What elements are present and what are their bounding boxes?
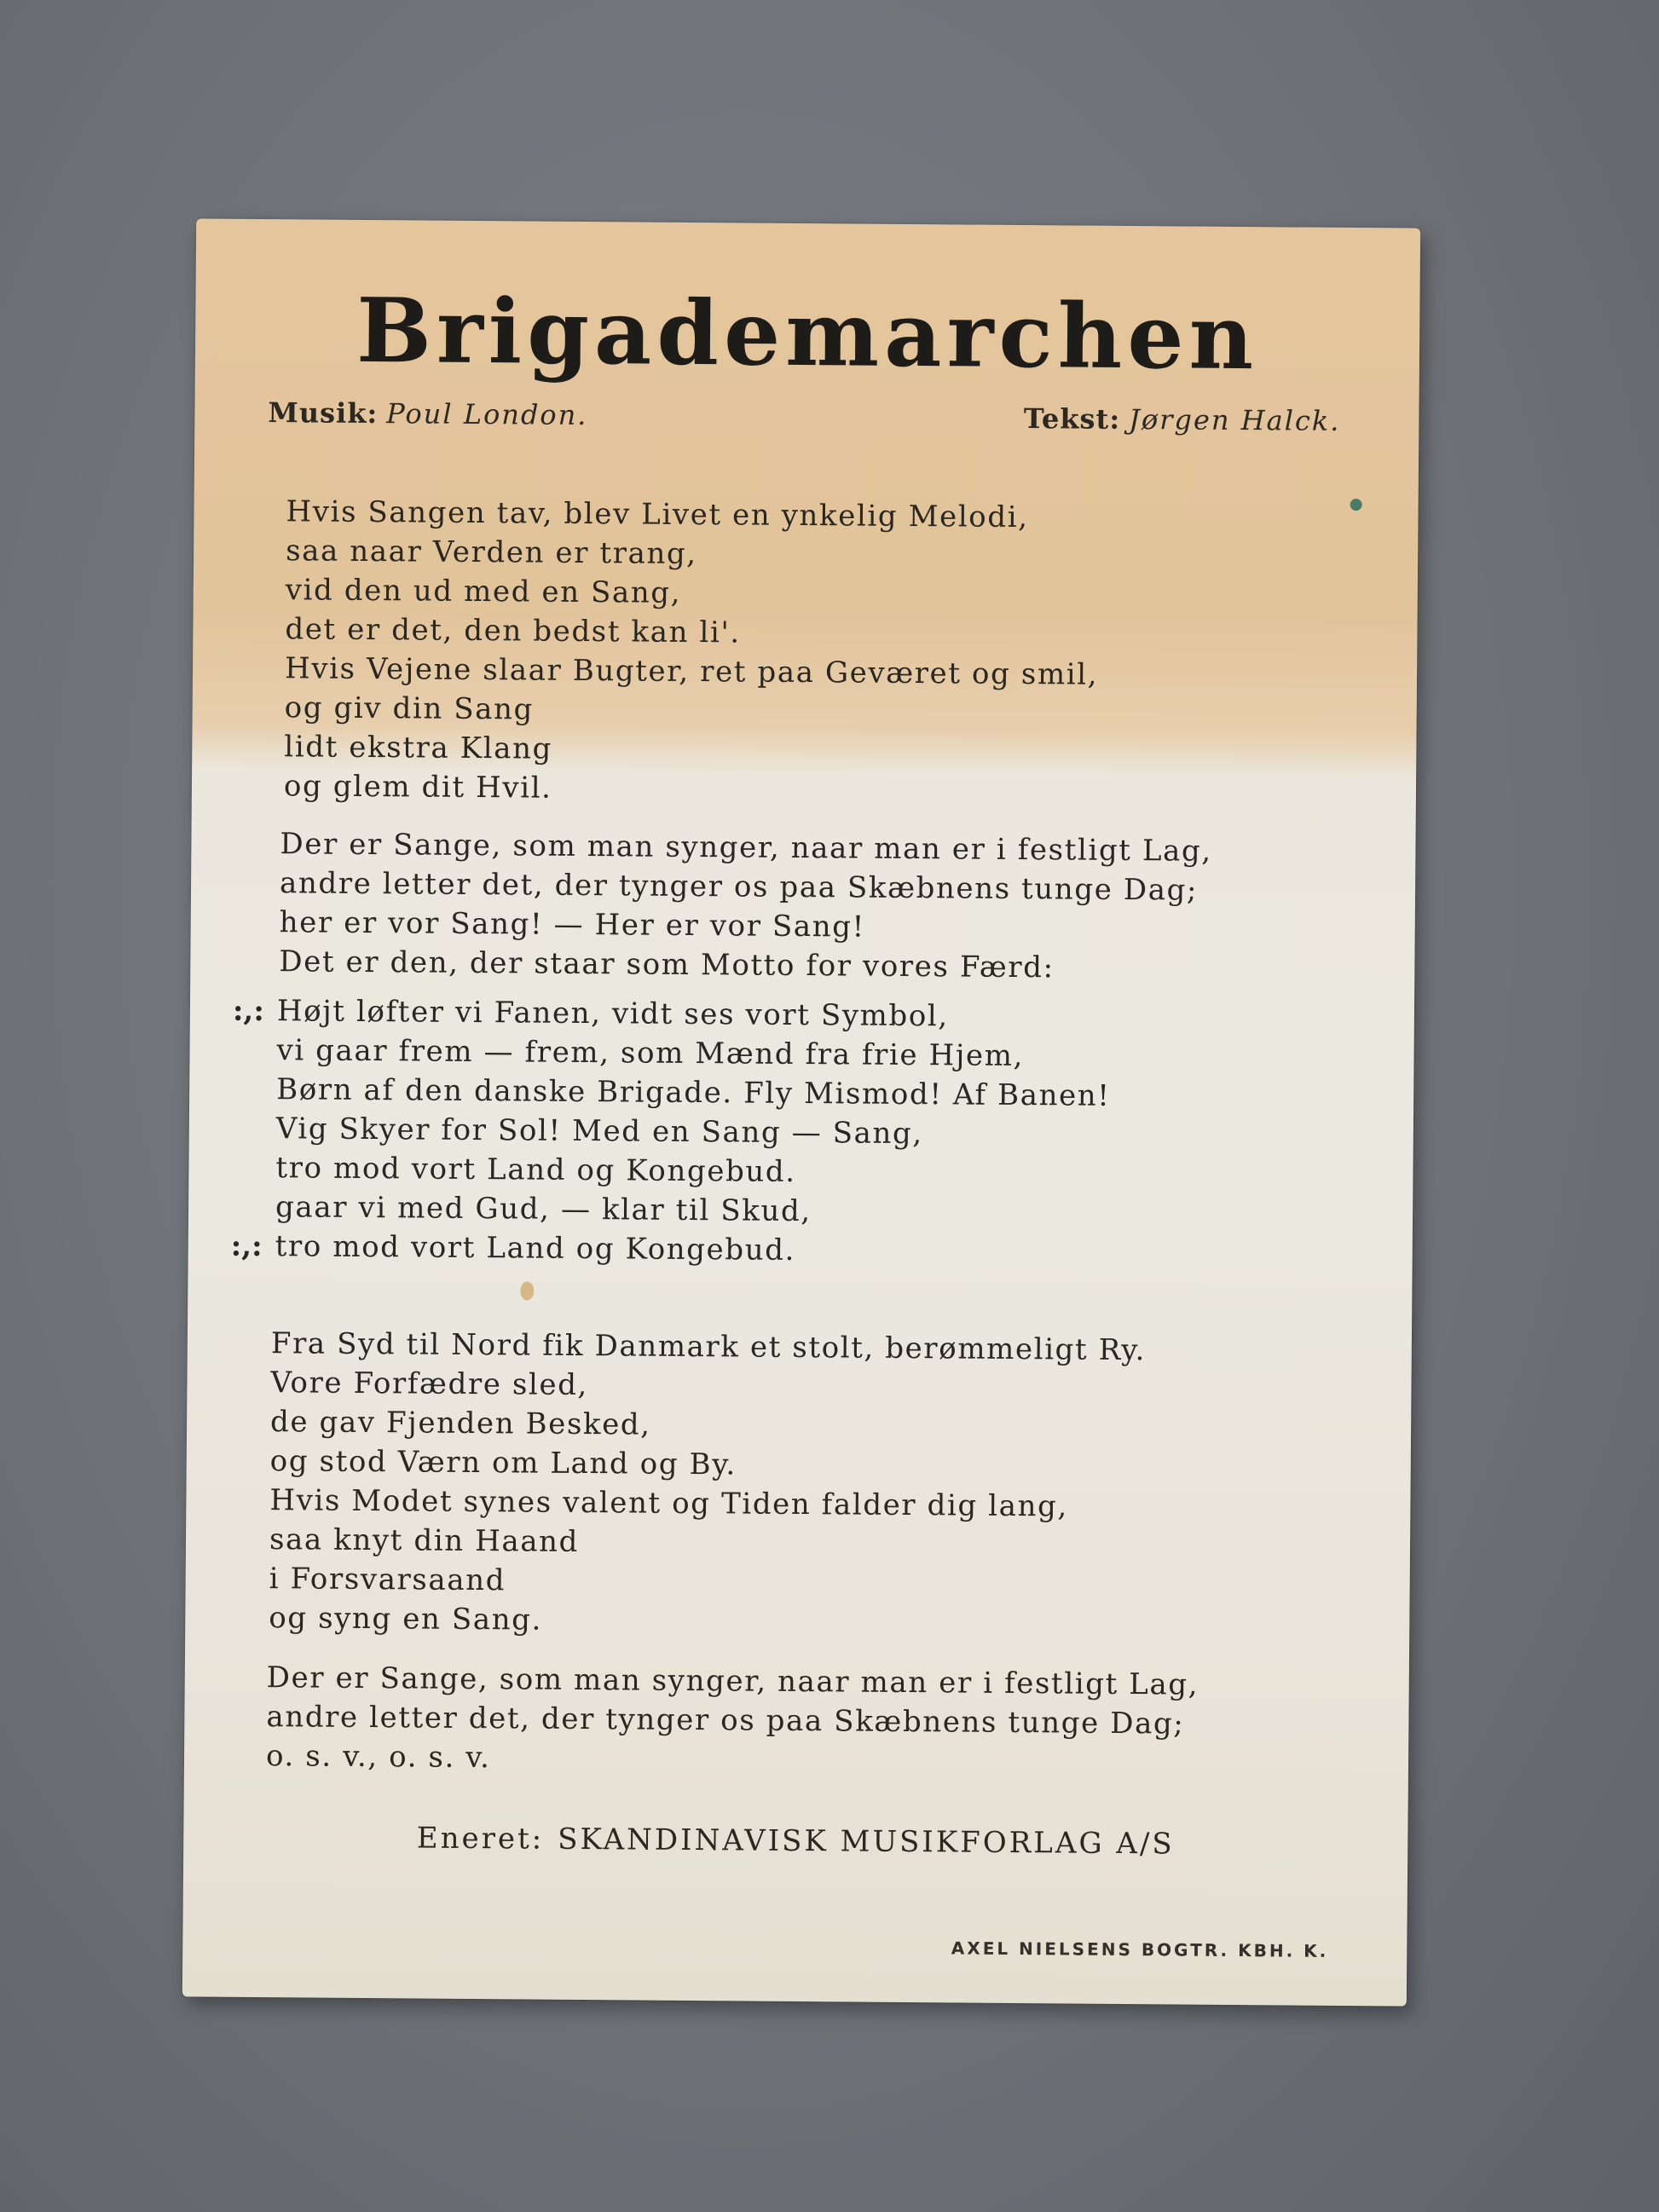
chorus — [230, 991, 1112, 1273]
repeat-start-mark: :,: — [232, 993, 265, 1029]
verse-line: og syng en Sang. — [269, 1601, 543, 1637]
text-author: Jørgen Halck. — [1128, 402, 1341, 437]
printer-imprint: AXEL NIELSENS BOGTR. KBH. K. — [951, 1938, 1329, 1961]
chorus-line-repeat-start — [232, 991, 1112, 1037]
verse-line: Der er Sange, som man synger, naar man er i festligt Lag, — [266, 1660, 1199, 1702]
paper-speck — [520, 1281, 534, 1300]
music-credit — [268, 396, 587, 431]
song-sheet-card — [182, 218, 1420, 2006]
verse-line: saa knyt din Haand — [269, 1522, 580, 1559]
verse-2 — [269, 1324, 1146, 1644]
verse-line: tro mod vort Land og Kongebud. — [275, 1229, 796, 1268]
verse-line: her er vor Sang! — Her er vor Sang! — [279, 905, 866, 944]
verse-line: og glem dit Hvil. — [283, 769, 552, 806]
verse-line: Vore Forfædre sled, — [270, 1366, 589, 1403]
ink-stain — [1350, 499, 1362, 511]
verse-line: o. s. v., o. s. v. — [265, 1739, 491, 1776]
verse-line: Vig Skyer for Sol! Med en Sang — Sang, — [275, 1112, 923, 1152]
verse-line: det er det, den bedst kan li'. — [285, 612, 741, 650]
verse-line: vi gaar frem — frem, som Mænd fra frie Hjem, — [276, 1033, 1025, 1074]
publisher-line — [183, 1819, 1408, 1863]
verse-line: i Forsvarsaand — [269, 1562, 506, 1598]
publisher-name: SKANDINAVISK MUSIKFORLAG A/S — [558, 1822, 1175, 1862]
verse-line: Børn af den danske Brigade. Fly Mismod! Af Banen! — [276, 1072, 1111, 1113]
verse-line: lidt ekstra Klang — [284, 730, 553, 766]
verse-line: Fra Syd til Nord fik Danmark et stolt, berømmeligt Ry. — [270, 1326, 1147, 1368]
verse-line: og stod Værn om Land og By. — [269, 1444, 737, 1482]
verse-line: andre letter det, der tynger os paa Skæbnens tunge Dag; — [266, 1700, 1185, 1741]
refrain-intro-2 — [266, 1658, 1199, 1783]
verse-1 — [284, 492, 1100, 811]
verse-line: de gav Fjenden Besked, — [269, 1405, 651, 1442]
verse-line: andre letter det, der tynger os paa Skæbnens tunge Dag; — [279, 866, 1199, 908]
verse-line: Højt løfter vi Fanen, vidt ses vort Symbol, — [276, 994, 949, 1034]
repeat-end-mark: :,: — [230, 1228, 263, 1264]
verse-line: Hvis Vejene slaar Bugter, ret paa Geværet og smil, — [284, 651, 1099, 692]
verse-line: saa naar Verden er trang, — [285, 534, 697, 572]
refrain-intro-1 — [279, 824, 1212, 989]
publisher-label: Eneret: — [416, 1821, 545, 1857]
verse-line: Det er den, der staar som Motto for vores Færd: — [279, 944, 1055, 985]
text-credit — [1024, 402, 1341, 437]
verse-line: tro mod vort Land og Kongebud. — [275, 1151, 796, 1189]
text-label: Tekst: — [1023, 402, 1121, 436]
music-author: Poul London. — [386, 397, 588, 432]
verse-line: Der er Sange, som man synger, naar man er i festligt Lag, — [280, 827, 1212, 869]
song-title: Brigademarchen — [356, 277, 1259, 390]
verse-line: Hvis Sangen tav, blev Livet en ynkelig Melodi, — [286, 494, 1029, 535]
chorus-line-repeat-end — [230, 1227, 1110, 1273]
verse-line: vid den ud med en Sang, — [285, 573, 682, 610]
verse-line: gaar vi med Gud, — klar til Skud, — [275, 1190, 812, 1229]
verse-line: Hvis Modet synes valent og Tiden falder dig lang, — [269, 1483, 1069, 1524]
verse-line: og giv din Sang — [284, 690, 535, 727]
music-label: Musik: — [268, 396, 379, 430]
